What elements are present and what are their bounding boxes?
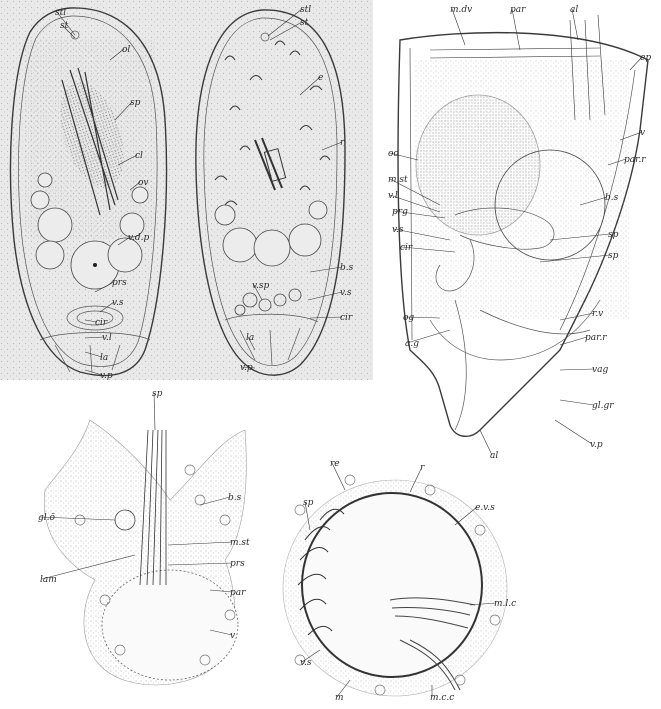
panel-b-label: v.s: [340, 288, 352, 298]
panel-c-label: par.r: [585, 333, 607, 343]
panel-b-label: e: [318, 73, 324, 83]
panel-b-label: v.p: [240, 363, 253, 373]
panel-a-label: v.p: [100, 371, 113, 381]
panel-b-label: v.sp: [252, 281, 270, 291]
panel-c-label: og: [403, 313, 415, 323]
panel-d-label: v: [230, 631, 236, 641]
panel-b-label: cir: [340, 313, 353, 323]
panel-e-label: m: [335, 693, 344, 703]
panel-d-label: b.s: [228, 493, 242, 503]
panel-e-label: r: [420, 463, 425, 473]
panel-d-label: sp: [152, 389, 163, 399]
panel-d: [0, 380, 260, 709]
panel-b-label: r: [340, 138, 345, 148]
panel-d-label: m.st: [230, 538, 250, 548]
panel-d-label: lam: [40, 575, 57, 585]
seminal-vesicle-wall: [302, 493, 482, 677]
panel-a-label: stl: [55, 8, 67, 18]
panel-a-label: st: [60, 21, 69, 31]
panel-c-label: prg: [392, 207, 408, 217]
panel-b-label: st: [300, 18, 309, 28]
ovary-large: [416, 95, 540, 235]
panel-c-label: al: [490, 451, 499, 461]
panel-c-label: cir: [400, 243, 413, 253]
panel-e: [265, 440, 661, 709]
panel-a-label: v.s: [112, 298, 124, 308]
panel-c-label: ep: [640, 53, 652, 63]
panel-c-label: b.s: [605, 193, 619, 203]
panel-a-label: v.l: [102, 333, 112, 343]
panel-c-label: v: [640, 128, 646, 138]
panel-a-label: cir: [95, 318, 108, 328]
panel-c-label: v.p: [590, 440, 603, 450]
panel-d-label: gl.ö: [38, 513, 55, 523]
panel-c-label: v.s: [392, 225, 404, 235]
panel-c-label: par: [510, 5, 526, 15]
vagina-lumen: [102, 570, 238, 680]
panel-c-label: m.st: [388, 175, 408, 185]
panel-e-label: e.v.s: [475, 503, 495, 513]
panel-c-label: m.dv: [450, 5, 473, 15]
panel-c: [382, 0, 661, 462]
panel-d-label: par: [230, 588, 246, 598]
panel-ab: [0, 0, 373, 380]
panel-c-label: sp: [608, 230, 619, 240]
panel-a-label: prs: [112, 278, 127, 288]
panel-a-label: sp: [130, 98, 141, 108]
panel-c-label: gl.gr: [592, 401, 614, 411]
panel-b-label: stl: [300, 5, 312, 15]
panel-c-label: oo: [388, 149, 399, 159]
panel-e-label: v.s: [300, 658, 312, 668]
panel-c-label: a.g: [405, 339, 419, 349]
panel-e-label: m.c.c: [430, 693, 455, 703]
panel-b-label: la: [246, 333, 255, 343]
panel-e-label: re: [330, 459, 340, 469]
panel-d-label: prs: [230, 559, 245, 569]
panel-c-label: al: [570, 5, 579, 15]
panel-e-label: m.l.c: [494, 599, 517, 609]
panel-a-label: cl: [135, 151, 143, 161]
panel-c-label: vag: [592, 365, 609, 375]
panel-c-label: r.v: [592, 309, 604, 319]
panel-c-label: v.l: [388, 191, 398, 201]
panel-b-label: b.s: [340, 263, 354, 273]
panel-a-label: v.d.p: [128, 233, 150, 243]
panel-c-label: par.r: [624, 155, 646, 165]
panel-e-label: sp: [303, 498, 314, 508]
panel-a-label: ol: [122, 45, 131, 55]
panel-a-label: la: [100, 353, 109, 363]
panel-a-label: ov: [138, 178, 149, 188]
panel-c-label: sp: [608, 251, 619, 261]
